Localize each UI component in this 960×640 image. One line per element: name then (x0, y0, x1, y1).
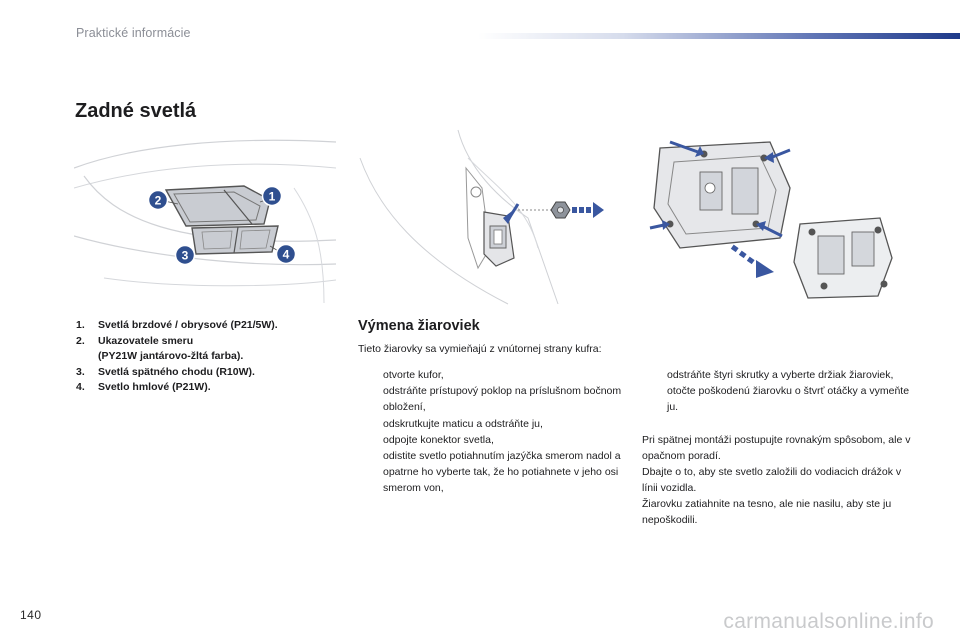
lamp-legend (76, 318, 346, 396)
tighten-note: Žiarovku zatiahnite na tesno, ale nie nasilu, aby ste ju nepoškodili. (642, 498, 892, 527)
callout-1 (263, 187, 282, 206)
trim-access-figure (358, 128, 618, 308)
section-header: Praktické informácie (76, 26, 191, 40)
page-number: 140 (20, 608, 42, 622)
legend-item-sub: (PY21W jantárovo-žltá farba). (98, 350, 244, 362)
steps-list-right (642, 367, 912, 416)
rear-lights-figure (74, 128, 336, 308)
replacement-intro: Tieto žiarovky sa vymieňajú z vnútornej strany kufra: (358, 343, 602, 355)
step-item: odistite svetlo potiahnutím jazýčka smerom nadol a opatrne ho vyberte tak, že ho potiahnete v jeho osi smerom von, (383, 450, 621, 495)
legend-item: 2. Ukazovatele smeru (76, 334, 194, 347)
replacement-title: Výmena žiaroviek (358, 318, 480, 334)
step-item: odstráňte prístupový poklop na príslušnom bočnom obložení, (383, 385, 622, 414)
step-item: odpojte konektor svetla, (383, 433, 494, 446)
step-item: otvorte kufor, (383, 369, 444, 381)
svg-text:4: 4 (282, 247, 290, 262)
svg-text:2: 2 (154, 193, 162, 208)
legend-item: 3. Svetlá spätného chodu (R10W). (76, 365, 255, 378)
callout-3 (176, 246, 195, 265)
steps-list-left (358, 367, 630, 497)
step-item: otočte poškodenú žiarovku o štvrť otáčky a vymeňte ju. (667, 385, 910, 414)
watermark: carmanualsonline.info (723, 610, 934, 633)
step-item: odstráňte štyri skrutky a vyberte držiak žiaroviek, (667, 369, 894, 381)
step-item: odskrutkujte maticu a odstráňte ju, (383, 417, 543, 430)
guide-note: Dbajte o to, aby ste svetlo založili do vodiacich drážok v línii vozidla. (642, 466, 902, 495)
page-title: Zadné svetlá (75, 100, 197, 122)
callout-4 (277, 245, 296, 264)
callout-2 (149, 191, 168, 210)
header-gradient-bar (478, 33, 960, 39)
legend-item: 1. Svetlá brzdové / obrysové (P21/5W). (76, 319, 278, 331)
legend-item: 4. Svetlo hmlové (P21W). (76, 381, 211, 393)
svg-text:1: 1 (268, 189, 276, 204)
reassembly-note: Pri spätnej montáži postupujte rovnakým spôsobom, ale v opačnom poradí. (642, 434, 911, 463)
svg-text:3: 3 (181, 248, 189, 263)
lamp-unit-figure (640, 128, 910, 308)
